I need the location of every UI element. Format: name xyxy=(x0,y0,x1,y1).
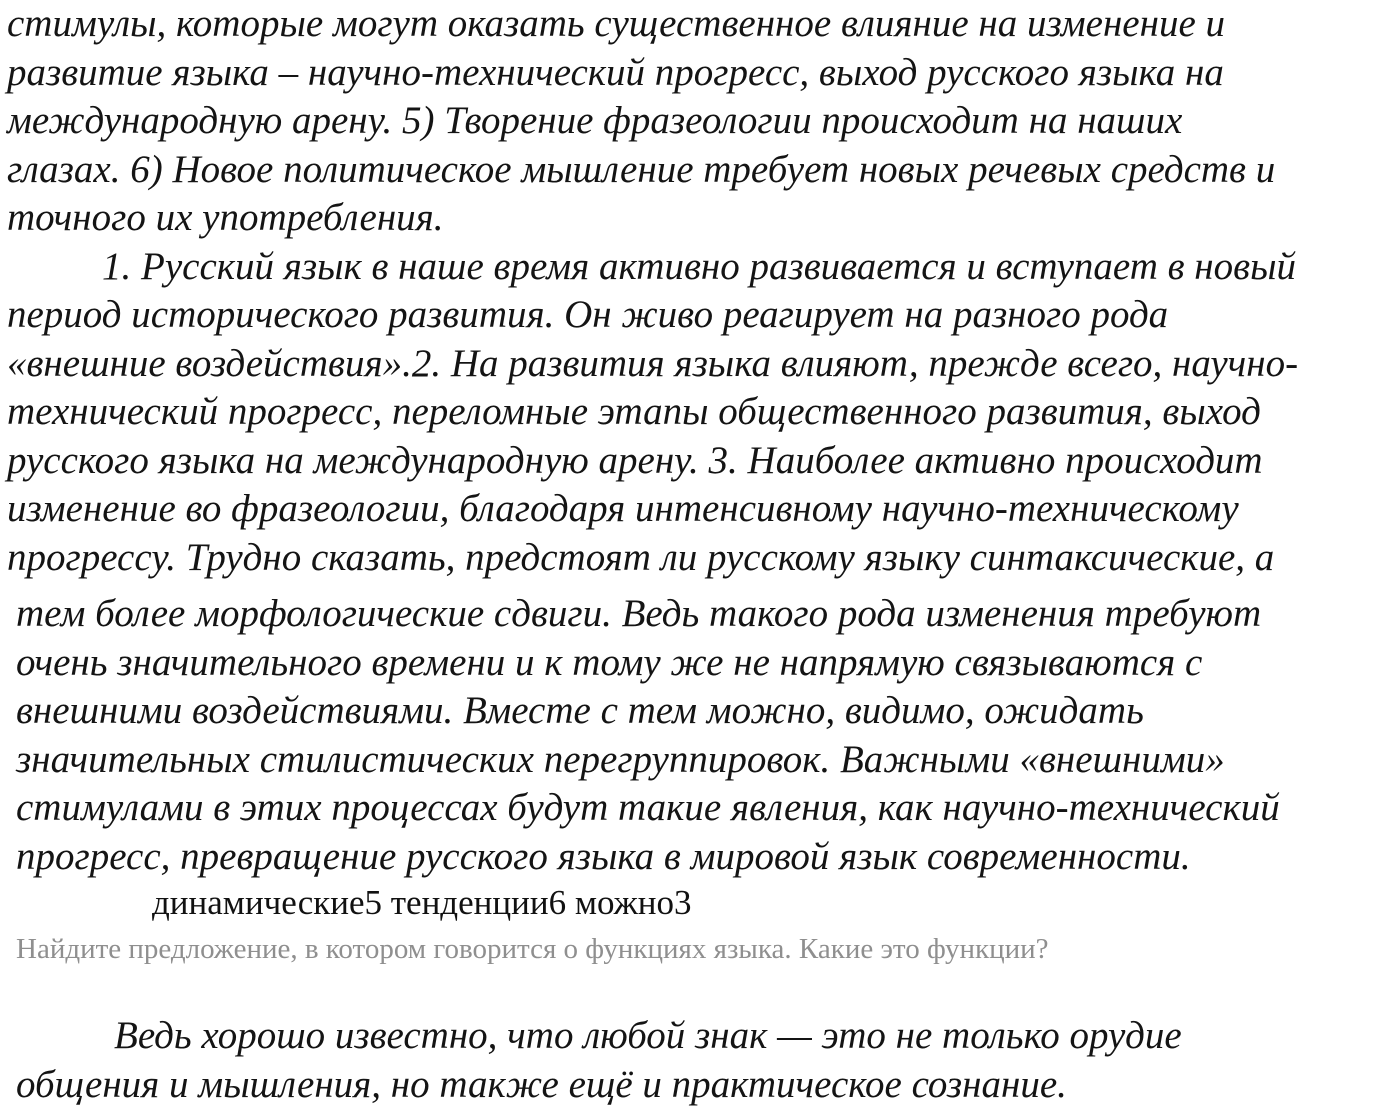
text-line: очень значительного времени и к тому же не напрямую связываются с xyxy=(16,639,1280,688)
text-line: международную арену. 5) Творение фразеологии происходит на наших xyxy=(7,97,1298,146)
text-block-lower xyxy=(16,590,1280,881)
text-line: прогресс, превращение русского языка в мировой язык современности. xyxy=(16,833,1280,882)
answer-line: Ведь хорошо известно, что любой знак — это не только орудие xyxy=(16,1012,1182,1061)
text-line: стимулы, которые могут оказать существенное влияние на изменение и xyxy=(7,0,1298,49)
word-list: динамические5 тенденции6 можно3 xyxy=(152,881,692,925)
text-line: изменение во фразеологии, благодаря интенсивному научно-техническому xyxy=(7,485,1298,534)
answer-line: общения и мышления, но также ещё и практическое сознание. xyxy=(16,1061,1182,1109)
text-line: технический прогресс, переломные этапы общественного развития, выход xyxy=(7,388,1298,437)
text-line: значительных стилистических перегруппировок. Важными «внешними» xyxy=(16,736,1280,785)
text-line: «внешние воздействия».2. На развития языка влияют, прежде всего, научно- xyxy=(7,340,1298,389)
text-line: развитие языка – научно-технический прогресс, выход русского языка на xyxy=(7,49,1298,98)
text-line: внешними воздействиями. Вместе с тем можно, видимо, ожидать xyxy=(16,687,1280,736)
text-line: русского языка на международную арену. 3. Наиболее активно происходит xyxy=(7,437,1298,486)
text-line-paragraph-start: 1. Русский язык в наше время активно развивается и вступает в новый xyxy=(7,243,1298,292)
text-block-upper xyxy=(7,0,1298,582)
text-line: тем более морфологические сдвиги. Ведь такого рода изменения требуют xyxy=(16,590,1280,639)
text-line: период исторического развития. Он живо реагирует на разного рода xyxy=(7,291,1298,340)
answer-block xyxy=(16,1012,1182,1109)
text-line: глазах. 6) Новое политическое мышление требует новых речевых средств и xyxy=(7,146,1298,195)
question-text: Найдите предложение, в котором говорится о функциях языка. Какие это функции? xyxy=(16,930,1049,968)
text-line: прогрессу. Трудно сказать, предстоят ли русскому языку синтаксические, а xyxy=(7,534,1298,583)
text-line: стимулами в этих процессах будут такие явления, как научно-технический xyxy=(16,784,1280,833)
text-line: точного их употребления. xyxy=(7,194,1298,243)
